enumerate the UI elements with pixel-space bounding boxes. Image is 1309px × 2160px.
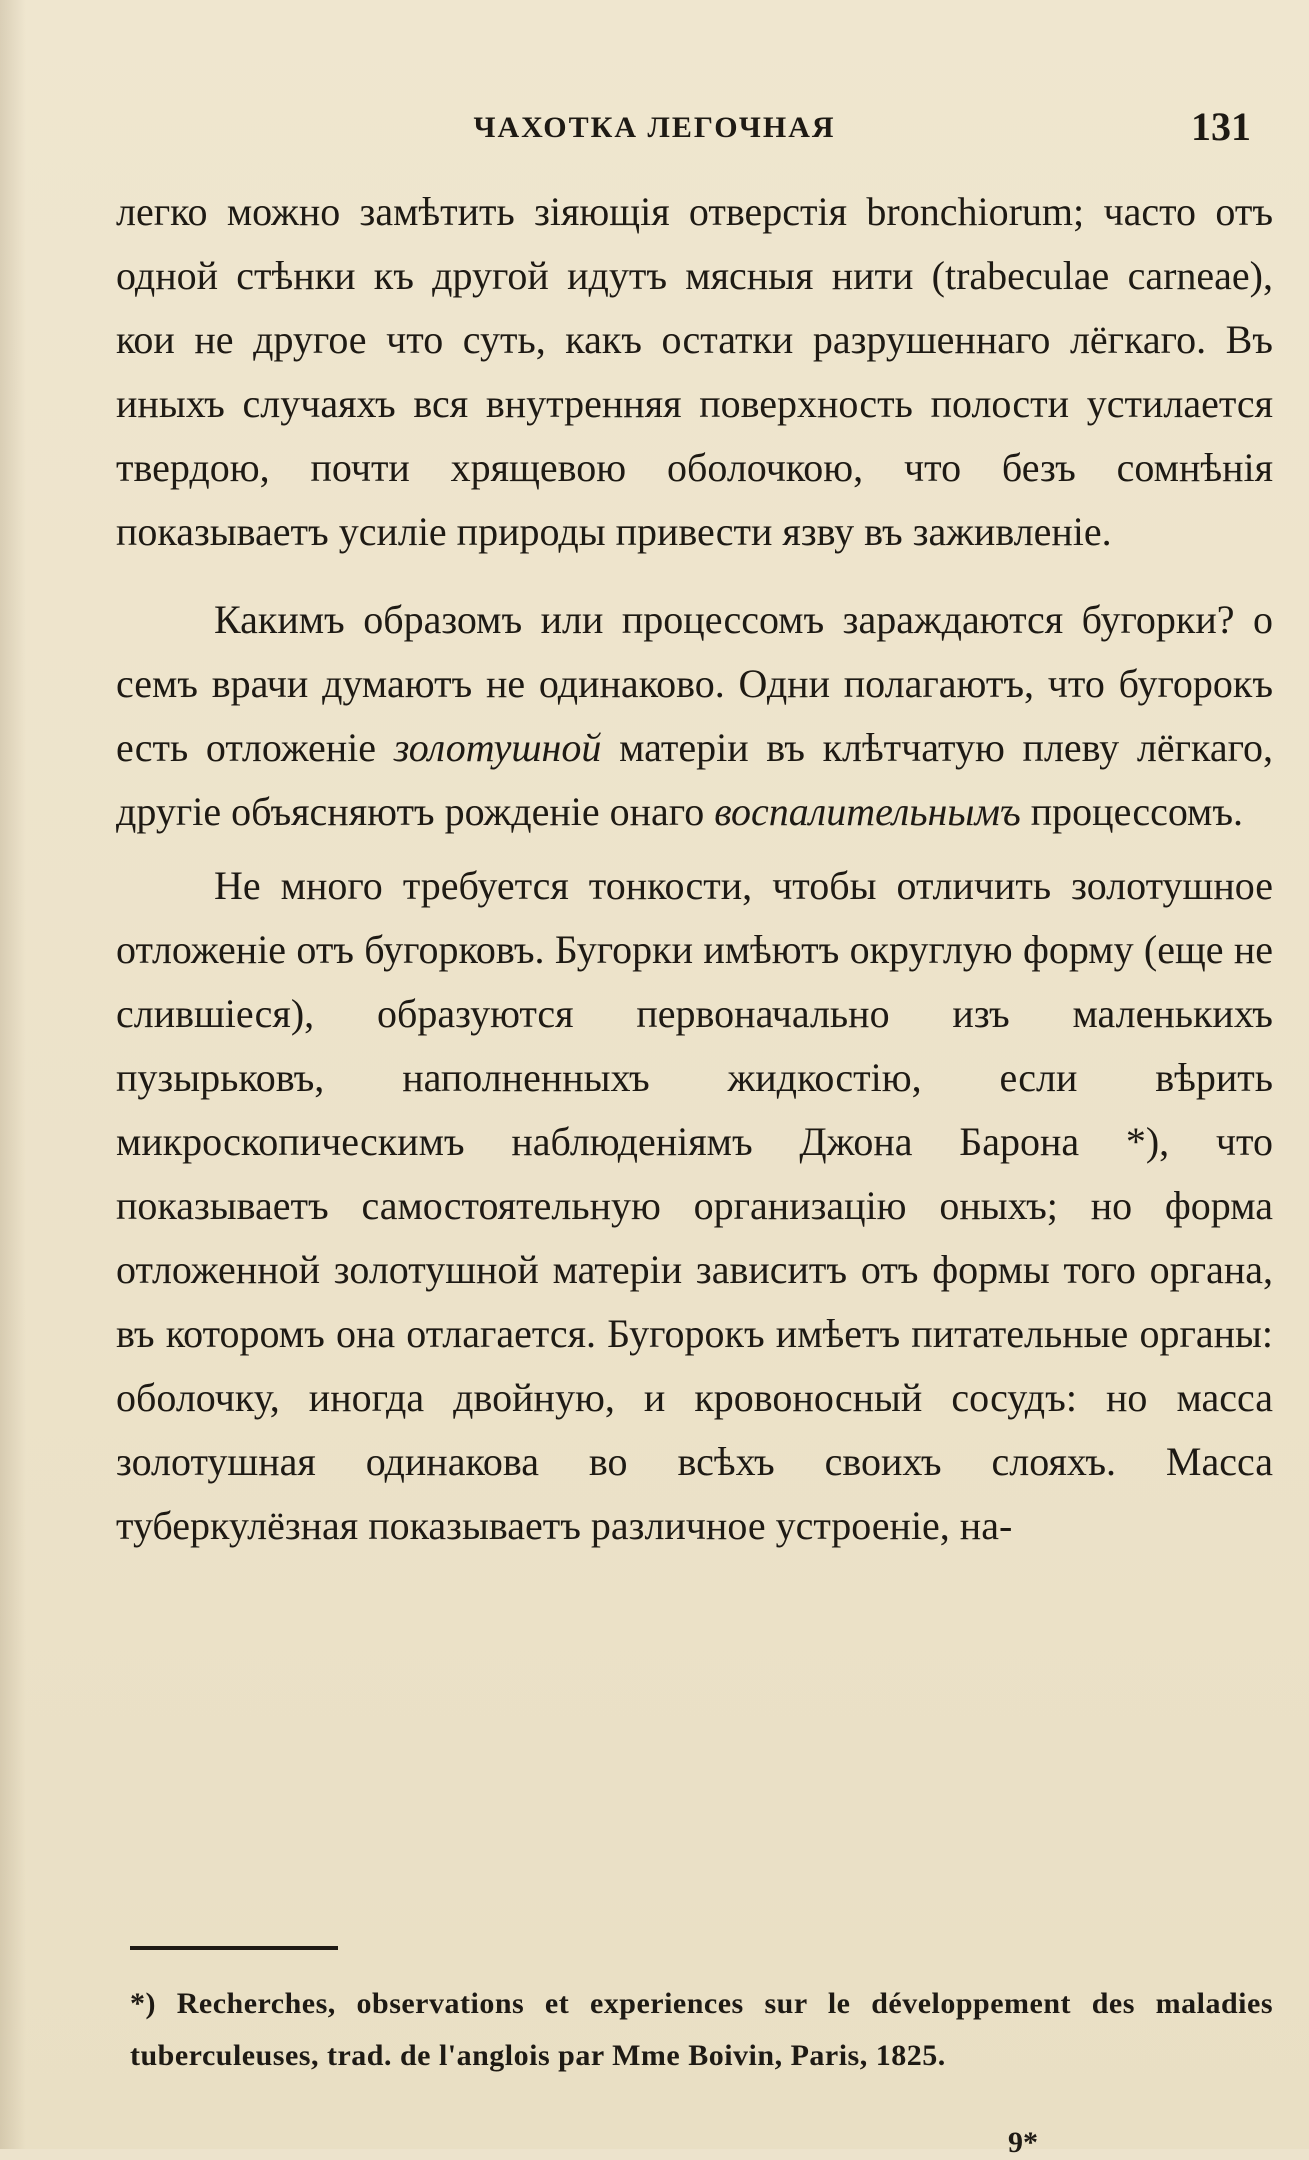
signature-mark: 9* [1008,2126,1038,2159]
paragraph-2-text-3: процессомъ. [1020,789,1244,834]
paragraph-3 [116,854,1273,1558]
paragraph-1-text: легко можно замѣтить зіяющія отверстія bronchiorum; часто отъ одной стѣнки къ другой идутъ мясныя нити (trabeculae carneae), кои не другое что суть, какъ остатки разрушеннаго лёгкаго. Въ иныхъ случаяхъ вся внутренняя поверхность полости устилается твердою, почти хрящевою оболочкою, что безъ сомнѣнія показываетъ усиліе природы привести язву въ заживленіе. [116,189,1273,554]
paragraph-2 [116,588,1273,844]
body-text [116,180,1273,1558]
running-title: ЧАХОТКА ЛЕГОЧНАЯ [473,111,836,144]
paragraph-2-italic-2: воспалительнымъ [714,789,1021,834]
page-number: 131 [1191,104,1251,149]
paragraph-3-text: Не много требуется тонкости, чтобы отличить золотушное отложеніе отъ бугорковъ. Бугорки имѣютъ округлую форму (еще не слившіеся), образуются первоначально изъ маленькихъ пузырьковъ, наполненныхъ жидкостію, если вѣрить микроскопическимъ наблюденіямъ Джона Барона *), что показываетъ самостоятельную организацію оныхъ; но форма отложенной золотушной матеріи зависитъ отъ формы того органа, въ которомъ она отлагается. Бугорокъ имѣетъ питательные органы: оболочку, иногда двойную, и кровоносный сосудъ: но масса золотушная одинакова во всѣхъ своихъ слояхъ. Масса туберкулёзная показываетъ различное устроеніе, на- [116,863,1273,1548]
paragraph-1 [116,180,1273,564]
footnote: *) Recherches, observations et experiences sur le développement des maladies tuberculeuses, trad. de l'anglois par Mme Boivin, Paris, 1825. [130,1987,1273,2072]
paragraph-2-text-1: Какимъ образомъ или процессомъ зараждаются бугорки? о семъ врачи думаютъ не одинаково. Одни полагаютъ, что бугорокъ есть отложеніе [116,597,1273,770]
page-header [0,103,1309,153]
paragraph-2-text-2: матеріи въ клѣтчатую плеву лёгкаго, другіе объясняютъ рожденіе онаго [116,725,1273,834]
paragraph-2-italic-1: золотушной [393,725,602,770]
footnote-rule [130,1946,338,1950]
